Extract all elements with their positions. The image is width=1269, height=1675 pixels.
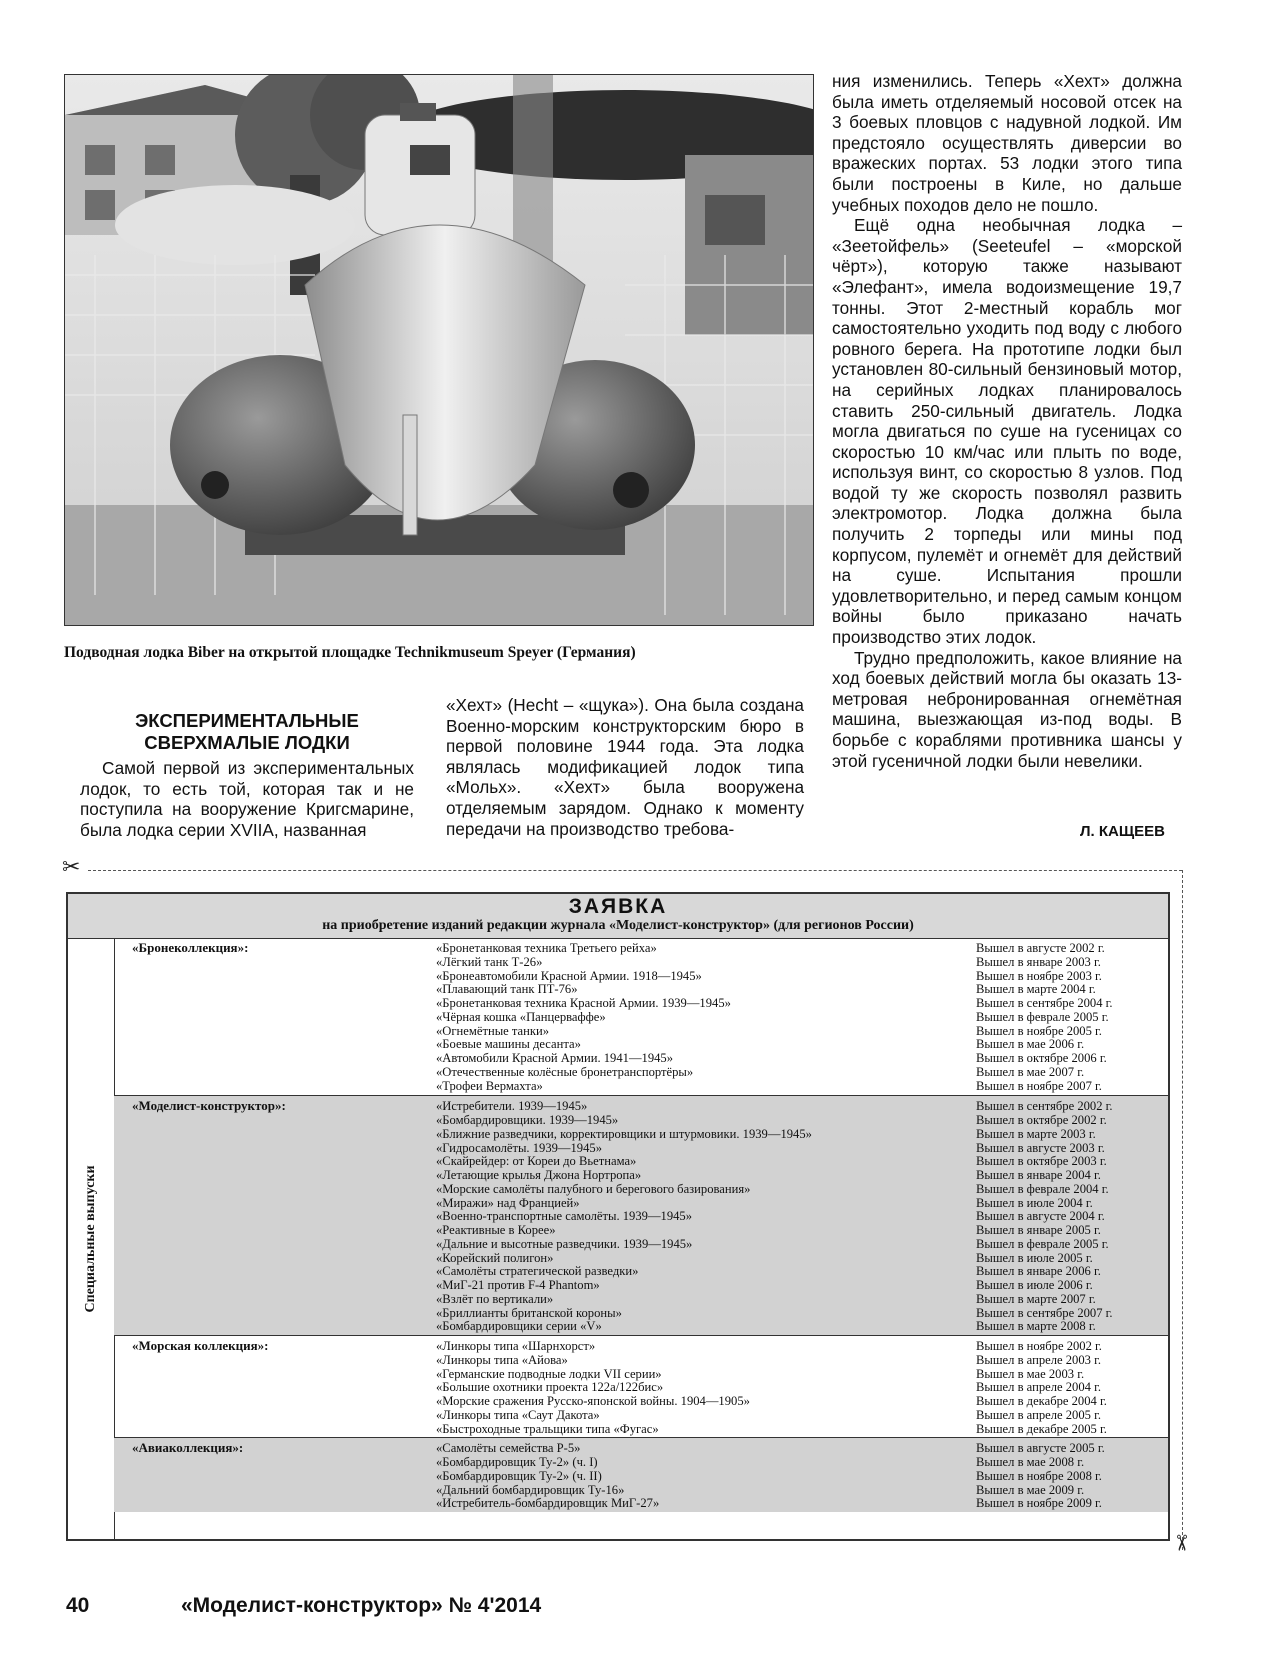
article-photo: [64, 74, 814, 626]
order-item-date: Вышел в ноябре 2002 г.: [976, 1339, 1102, 1353]
order-section: [114, 938, 1168, 1095]
order-item-title: «Ближние разведчики, корректировщики и штурмовики. 1939—1945»: [436, 1126, 812, 1141]
order-item-date: Вышел в ноябре 2007 г.: [976, 1078, 1102, 1093]
order-item-title: «Лёгкий танк Т-26»: [436, 954, 543, 969]
order-item-row: [114, 1154, 1168, 1169]
article-paragraph: Самой первой из экспериментальных лодок, то есть той, которая так и не поступила на вооружение Кригсмарине, была лодка серии XVIIA, названная: [80, 758, 414, 840]
order-item-title: «Бомбардировщики. 1939—1945»: [436, 1113, 619, 1127]
order-form-header: [68, 894, 1168, 939]
order-item-date: Вышел в декабре 2004 г.: [976, 1394, 1107, 1408]
order-item-row: [114, 1037, 1168, 1052]
order-item-row: [114, 1010, 1168, 1025]
order-subtitle: на приобретение изданий редакции журнала «Моделист-конструктор» (для регионов России): [322, 918, 914, 933]
article-paragraph: ния изменились. Теперь «Хехт» должна была иметь отделяемый носовой отсек на 3 боевых пловцов с надувной лодкой. Им предстояло осуществлять диверсии во вражеских портах. 53 лодки этого типа были построены в Киле, но дальше учебных походов дело не пошло.: [832, 71, 1182, 215]
order-item-title: «Бомбардировщик Ту-2» (ч. II): [436, 1468, 602, 1483]
order-item-row: [114, 1496, 1168, 1511]
order-item-row: [114, 1455, 1168, 1470]
order-item-date: Вышел в апреле 2004 г.: [976, 1380, 1101, 1395]
order-item-date: Вышел в апреле 2005 г.: [976, 1407, 1101, 1422]
order-item-title: «Морские самолёты палубного и берегового базирования»: [436, 1181, 751, 1196]
order-section-name: «Бронеколлекция»:: [132, 940, 249, 955]
order-item-row: [114, 941, 1168, 956]
order-section: [114, 1095, 1168, 1335]
order-item-row: [114, 1441, 1168, 1456]
article-paragraph: Ещё одна необычная лодка – «Зеетойфель» (Seeteufel – «морской чёрт»), которую также называют «Элефант», имела водоизмещение 19,7 тонны. Этот 2-местный корабль мог самостоятельно уходить под воду с любого ровного берега. На прототипе лодки был установлен 80-сильный бензиновый мотор, на серийных лодках планировалось ставить 250-сильный двигатель. Лодка могла двигаться по суше на гусеницах со скоростью 10 км/час или плыть по воде, используя винт, со скоростью 8 узлов. Под водой ту же скорость позволял развить электромотор. Лодка должна была получить 2 торпеды или мины под корпусом, пулемёт и огнемёт для действий на суше. Испытания прошли удовлетворительно, и перед самым концом войны было приказано начать производство этих лодок.: [832, 215, 1182, 648]
magazine-issue: «Моделист-конструктор» № 4'2014: [181, 1594, 542, 1617]
order-section-name: «Авиаколлекция»:: [132, 1440, 244, 1456]
order-item-title: «Трофеи Вермахта»: [436, 1078, 543, 1093]
article-author: Л. КАЩЕЕВ: [1080, 823, 1165, 840]
order-title: ЗАЯВКА: [568, 895, 668, 918]
order-item-date: Вышел в августе 2005 г.: [976, 1441, 1105, 1456]
order-item-title: «Плавающий танк ПТ-76»: [436, 982, 578, 997]
order-item-title: «Взлёт по вертикали»: [436, 1291, 554, 1306]
order-item-row: [114, 1306, 1168, 1321]
order-item-date: Вышел в августе 2002 г.: [976, 941, 1105, 955]
vertical-label-cell: [68, 938, 115, 1539]
order-item-title: «Бомбардировщики серии «V»: [436, 1319, 602, 1334]
order-item-title: «Корейский полигон»: [436, 1250, 554, 1265]
order-item-row: [114, 969, 1168, 984]
order-item-row: [114, 1051, 1168, 1066]
order-item-title: «Летающие крылья Джона Нортропа»: [436, 1168, 642, 1182]
order-form: [66, 892, 1170, 1541]
order-item-row: [114, 1099, 1168, 1114]
special-issues-label: Специальные выпуски: [83, 1164, 98, 1313]
order-item-title: «Автомобили Красной Армии. 1941—1945»: [436, 1051, 674, 1065]
cut-line-vertical: [1182, 870, 1183, 1550]
order-item-date: Вышел в мае 2003 г.: [976, 1366, 1085, 1381]
order-item-date: Вышел в августе 2004 г.: [976, 1209, 1105, 1224]
order-item-title: «Германские подводные лодки VII серии»: [436, 1366, 662, 1381]
order-item-title: «Реактивные в Корее»: [436, 1223, 556, 1237]
order-item-title: «Дальний бомбардировщик Ту-16»: [436, 1482, 625, 1497]
order-item-title: «Огнемётные танки»: [436, 1023, 550, 1038]
order-item-title: «МиГ-21 против F-4 Phantom»: [436, 1278, 600, 1292]
order-item-date: Вышел в ноябре 2005 г.: [976, 1023, 1102, 1038]
order-item-title: «Быстроходные тральщики типа «Фугас»: [436, 1421, 659, 1436]
order-item-date: Вышел в августе 2003 г.: [976, 1140, 1105, 1155]
order-item-date: Вышел в октябре 2006 г.: [976, 1051, 1107, 1065]
order-item-row: [114, 1113, 1168, 1128]
order-item-title: «Дальние и высотные разведчики. 1939—1945»: [436, 1236, 693, 1251]
order-item-date: Вышел в январе 2003 г.: [976, 954, 1101, 969]
order-item-row: [114, 982, 1168, 997]
scissors-icon: ✂: [62, 854, 81, 879]
order-section: [114, 1437, 1168, 1512]
order-item-date: Вышел в январе 2006 г.: [976, 1264, 1101, 1279]
order-item-date: Вышел в октябре 2002 г.: [976, 1113, 1107, 1127]
order-item-date: Вышел в ноябре 2009 г.: [976, 1496, 1102, 1511]
order-item-title: «Большие охотники проекта 122а/122бис»: [436, 1380, 664, 1395]
order-item-date: Вышел в январе 2004 г.: [976, 1168, 1101, 1182]
order-item-row: [114, 1408, 1168, 1423]
order-item-date: Вышел в марте 2003 г.: [976, 1126, 1096, 1141]
order-item-title: «Самолёты семейства Р-5»: [436, 1441, 581, 1456]
submarine-photo-icon: [65, 75, 813, 625]
order-item-title: «Линкоры типа «Шарнхорст»: [436, 1339, 596, 1353]
order-item-title: «Бронетанковая техника Красной Армии. 1939—1945»: [436, 996, 731, 1010]
order-item-title: «Скайрейдер: от Кореи до Вьетнама»: [436, 1154, 637, 1169]
order-item-date: Вышел в марте 2008 г.: [976, 1319, 1096, 1334]
order-item-date: Вышел в январе 2005 г.: [976, 1223, 1101, 1237]
order-item-title: «Истребители. 1939—1945»: [436, 1099, 588, 1114]
order-item-date: Вышел в феврале 2004 г.: [976, 1181, 1109, 1196]
order-item-row: [114, 1483, 1168, 1498]
order-item-title: «Отечественные колёсные бронетранспортёры»: [436, 1064, 694, 1079]
order-item-row: [114, 1353, 1168, 1368]
order-item-title: «Чёрная кошка «Панцерваффе»: [436, 1009, 606, 1024]
order-item-date: Вышел в мае 2009 г.: [976, 1482, 1085, 1497]
order-item-date: Вышел в мае 2008 г.: [976, 1455, 1085, 1469]
order-item-title: «Военно-транспортные самолёты. 1939—1945»: [436, 1209, 693, 1224]
order-item-row: [114, 1367, 1168, 1382]
order-item-row: [114, 1264, 1168, 1279]
order-item-row: [114, 1394, 1168, 1409]
order-item-date: Вышел в феврале 2005 г.: [976, 1009, 1109, 1024]
cut-line: [88, 870, 1182, 871]
order-item-title: «Линкоры типа «Саут Дакота»: [436, 1407, 600, 1422]
order-item-row: [114, 1422, 1168, 1437]
article-column-2: [446, 695, 804, 839]
order-item-row: [114, 1469, 1168, 1484]
photo-caption: Подводная лодка Biber на открытой площадке Technikmuseum Speyer (Германия): [64, 644, 636, 661]
order-section-name: «Морская коллекция»:: [132, 1338, 269, 1353]
order-item-title: «Бронеавтомобили Красной Армии. 1918—1945»: [436, 968, 702, 983]
scissors-icon: ✂: [1169, 1533, 1195, 1553]
order-item-title: «Гидросамолёты. 1939—1945»: [436, 1140, 602, 1155]
order-section-name: «Моделист-конструктор»:: [132, 1098, 286, 1114]
article-column-1: [80, 710, 414, 840]
order-item-title: «Бронетанковая техника Третьего рейха»: [436, 941, 657, 955]
article-paragraph: Трудно предположить, какое влияние на ход боевых действий могла бы оказать 13-метровая небронированная огнемётная машина, выезжающая из-под воды. В борьбе с кораблями противника шансы у этой гусеничной лодки были невелики.: [832, 647, 1182, 771]
order-item-date: Вышел в октябре 2003 г.: [976, 1154, 1107, 1169]
article-heading-line-2: СВЕРХМАЛЫЕ ЛОДКИ: [144, 732, 350, 753]
order-item-title: «Морские сражения Русско-японской войны. 1904—1905»: [436, 1394, 750, 1408]
order-item-row: [114, 1127, 1168, 1142]
order-item-date: Вышел в марте 2004 г.: [976, 982, 1096, 997]
order-item-date: Вышел в феврале 2005 г.: [976, 1236, 1109, 1251]
article-column-3: [832, 71, 1182, 771]
order-item-date: Вышел в ноябре 2003 г.: [976, 968, 1102, 983]
order-item-title: «Миражи» над Францией»: [436, 1195, 580, 1210]
order-item-row: [114, 1168, 1168, 1183]
order-item-row: [114, 996, 1168, 1011]
order-item-title: «Бомбардировщик Ту-2» (ч. I): [436, 1455, 598, 1469]
order-item-date: Вышел в мае 2007 г.: [976, 1064, 1085, 1079]
article-heading-line-1: ЭКСПЕРИМЕНТАЛЬНЫЕ: [135, 710, 359, 731]
order-item-row: [114, 1209, 1168, 1224]
order-item-date: Вышел в июле 2004 г.: [976, 1195, 1093, 1210]
order-item-row: [114, 1278, 1168, 1293]
order-item-row: [114, 1339, 1168, 1354]
order-section: [114, 1335, 1168, 1437]
order-item-date: Вышел в марте 2007 г.: [976, 1291, 1096, 1306]
order-item-row: [114, 1319, 1168, 1334]
page-number: 40: [66, 1594, 90, 1617]
order-item-date: Вышел в июле 2005 г.: [976, 1250, 1093, 1265]
order-item-title: «Линкоры типа «Айова»: [436, 1352, 568, 1367]
order-item-row: [114, 1292, 1168, 1307]
article-paragraph: «Хехт» (Hecht – «щука»). Она была создана Военно-морским конструкторским бюро в первой половине 1944 года. Эта лодка являлась модификацией лодок типа «Мольх». «Хехт» была вооружена отделяемым зарядом. Однако к моменту передачи на производство требова-: [446, 695, 804, 839]
order-item-date: Вышел в ноябре 2008 г.: [976, 1468, 1102, 1483]
order-item-row: [114, 1065, 1168, 1080]
order-item-row: [114, 955, 1168, 970]
order-item-date: Вышел в мае 2006 г.: [976, 1037, 1085, 1052]
order-form-body: [68, 938, 1168, 1539]
order-item-row: [114, 1196, 1168, 1211]
order-item-title: «Бриллианты британской короны»: [436, 1305, 622, 1320]
order-item-row: [114, 1024, 1168, 1039]
order-item-title: «Самолёты стратегической разведки»: [436, 1264, 639, 1279]
order-item-date: Вышел в сентябре 2007 г.: [976, 1305, 1113, 1320]
order-item-date: Вышел в декабре 2005 г.: [976, 1421, 1107, 1436]
order-item-date: Вышел в сентябре 2004 г.: [976, 996, 1113, 1010]
order-item-row: [114, 1141, 1168, 1156]
order-item-date: Вышел в сентябре 2002 г.: [976, 1099, 1113, 1114]
order-item-date: Вышел в июле 2006 г.: [976, 1278, 1093, 1292]
order-item-date: Вышел в апреле 2003 г.: [976, 1352, 1101, 1367]
order-item-row: [114, 1079, 1168, 1094]
order-item-row: [114, 1182, 1168, 1197]
order-item-row: [114, 1223, 1168, 1238]
order-item-title: «Боевые машины десанта»: [436, 1037, 581, 1052]
order-item-title: «Истребитель-бомбардировщик МиГ-27»: [436, 1496, 660, 1511]
order-item-row: [114, 1380, 1168, 1395]
order-item-row: [114, 1251, 1168, 1266]
order-item-row: [114, 1237, 1168, 1252]
